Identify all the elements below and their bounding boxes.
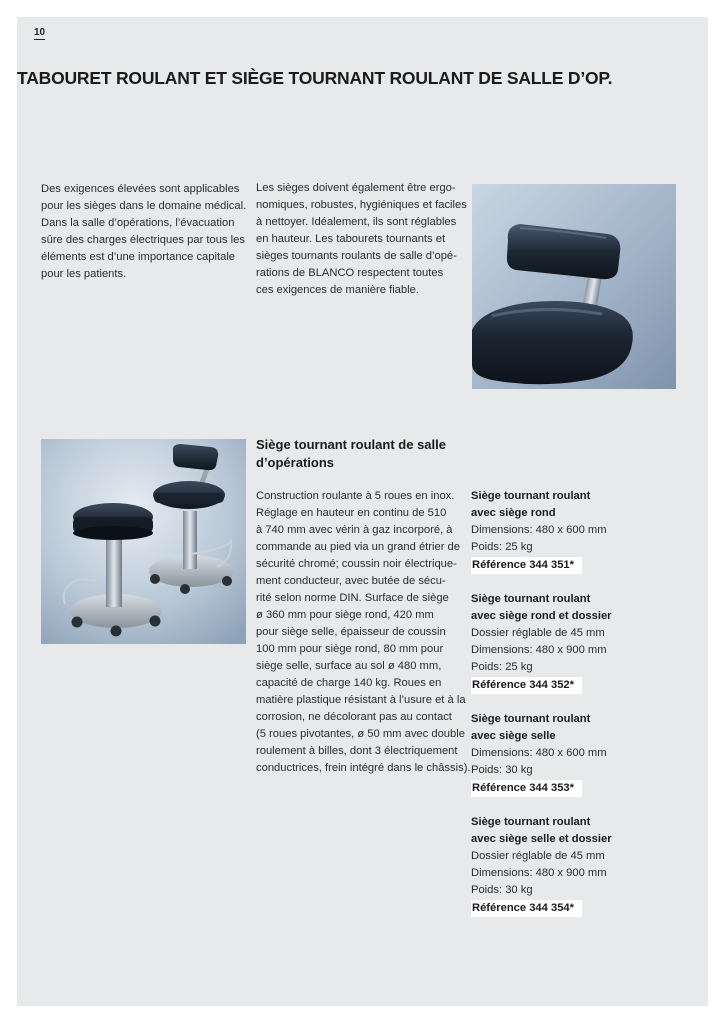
intro-line: à nettoyer. Idéalement, ils sont réglables (256, 216, 457, 228)
section-heading-line: d’opérations (256, 455, 335, 470)
product-list (471, 488, 671, 934)
intro-column-2 (256, 180, 467, 299)
intro-column-1 (41, 181, 251, 283)
body-line: commande au pied via un grand étrier de (256, 541, 460, 553)
product-name: Siège tournant roulant (471, 713, 591, 725)
product-detail: Poids: 25 kg (471, 661, 533, 673)
product-detail: Dimensions: 480 x 900 mm (471, 644, 607, 656)
intro-line: Dans la salle d’opérations, l’évacuation (41, 217, 235, 229)
product-item (471, 814, 671, 917)
intro-line: pour les sièges dans le domaine médical. (41, 200, 247, 212)
product-detail: Poids: 30 kg (471, 884, 533, 896)
body-line: conductrices, frein intégré dans le châssis). (256, 762, 471, 774)
page-number: 10 (34, 27, 46, 38)
product-name: Siège tournant roulant (471, 593, 591, 605)
product-detail: Dossier réglable de 45 mm (471, 850, 605, 862)
saddle-seat-photo (472, 184, 676, 389)
body-line: capacité de charge 140 kg. Roues en (256, 677, 442, 689)
product-reference: Référence 344 353* (471, 780, 582, 797)
product-detail: Dossier réglable de 45 mm (471, 627, 605, 639)
body-line: corrosion, ne décolorant pas au contact (256, 711, 452, 723)
product-item (471, 488, 671, 574)
section-body (256, 488, 471, 777)
section-heading (256, 436, 466, 472)
body-line: Construction roulante à 5 roues en inox. (256, 490, 455, 502)
intro-line: ces exigences de manière fiable. (256, 284, 419, 296)
intro-line: sûre des charges électriques par tous les (41, 234, 245, 246)
intro-line: en hauteur. Les tabourets tournants et (256, 233, 446, 245)
body-line: Réglage en hauteur en continu de 510 (256, 507, 447, 519)
body-line: à 740 mm avec vérin à gaz incorporé, à (256, 524, 453, 536)
product-name: Siège tournant roulant (471, 816, 591, 828)
body-line: (5 roues pivotantes, ø 50 mm avec double (256, 728, 465, 740)
body-line: ment conducteur, avec butée de sécu- (256, 575, 446, 587)
body-line: pour siège selle, épaisseur de coussin (256, 626, 446, 638)
product-reference: Référence 344 354* (471, 900, 582, 917)
section-heading-line: Siège tournant roulant de salle (256, 437, 446, 452)
product-detail: Poids: 25 kg (471, 541, 533, 553)
intro-line: rations de BLANCO respectent toutes (256, 267, 444, 279)
product-name: avec siège selle et dossier (471, 833, 612, 845)
intro-line: sièges tournants roulants de salle d’opé- (256, 250, 457, 262)
product-name: avec siège rond et dossier (471, 610, 612, 622)
product-detail: Dimensions: 480 x 600 mm (471, 747, 607, 759)
body-line: rité selon norme DIN. Surface de siège (256, 592, 449, 604)
body-line: matière plastique résistant à l’usure et à la (256, 694, 466, 706)
body-line: sécurité chromé; coussin noir électrique- (256, 558, 457, 570)
body-line: 100 mm pour siège rond, 80 mm pour (256, 643, 444, 655)
product-name: avec siège rond (471, 507, 556, 519)
product-detail: Poids: 30 kg (471, 764, 533, 776)
product-reference: Référence 344 351* (471, 557, 582, 574)
product-name: avec siège selle (471, 730, 556, 742)
page-title: TABOURET ROULANT ET SIÈGE TOURNANT ROULANT DE SALLE D’OP. (17, 68, 613, 88)
intro-line: Des exigences élevées sont applicables (41, 183, 240, 195)
product-detail: Dimensions: 480 x 600 mm (471, 524, 607, 536)
body-line: roulement à billes, dont 3 électriquement (256, 745, 458, 757)
product-detail: Dimensions: 480 x 900 mm (471, 867, 607, 879)
intro-line: nomiques, robustes, hygiéniques et faciles (256, 199, 467, 211)
body-line: siège selle, surface au sol ø 480 mm, (256, 660, 442, 672)
intro-line: éléments est d’une importance capitale (41, 251, 236, 263)
intro-line: Les sièges doivent également être ergo- (256, 182, 456, 194)
body-line: ø 360 mm pour siège rond, 420 mm (256, 609, 434, 621)
product-item (471, 711, 671, 797)
product-reference: Référence 344 352* (471, 677, 582, 694)
product-name: Siège tournant roulant (471, 490, 591, 502)
intro-line: pour les patients. (41, 268, 127, 280)
stools-photo (41, 439, 246, 644)
product-item (471, 591, 671, 694)
